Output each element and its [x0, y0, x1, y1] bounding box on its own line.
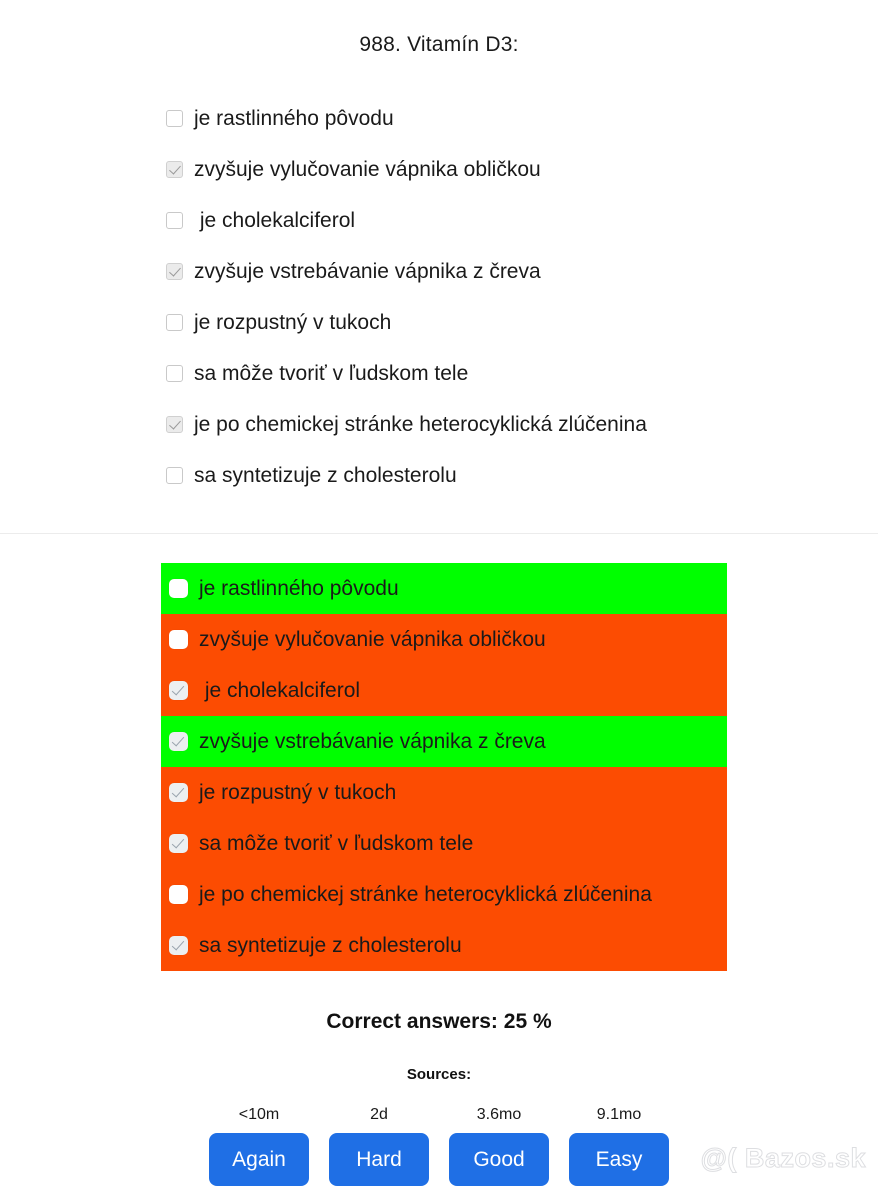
grade-interval-label: <10m [238, 1106, 280, 1123]
sources-label: Sources: [406, 1066, 472, 1083]
section-divider [0, 533, 878, 534]
checkbox-unchecked-icon [169, 579, 188, 598]
checkbox-checked-icon [169, 681, 188, 700]
graded-answer-label: je rozpustný v tukoch [199, 781, 397, 804]
checkbox-checked-icon [169, 834, 188, 853]
checkbox-unchecked-icon[interactable] [166, 365, 183, 382]
grade-interval-label: 3.6mo [476, 1106, 522, 1123]
graded-answer-row [161, 614, 727, 665]
grade-item [329, 1106, 429, 1186]
checkbox-checked-icon[interactable] [166, 161, 183, 178]
graded-answer-label: je po chemickej stránke heterocyklická zlúčenina [199, 883, 652, 906]
option-label: je cholekalciferol [194, 209, 356, 232]
grade-button-easy[interactable]: Easy [569, 1133, 669, 1186]
option-label: zvyšuje vstrebávanie vápnika z čreva [194, 260, 541, 283]
grade-item [449, 1106, 549, 1186]
option-label: zvyšuje vylučovanie vápnika obličkou [194, 158, 541, 181]
graded-answer-label: zvyšuje vylučovanie vápnika obličkou [199, 628, 546, 651]
graded-answer-row [161, 869, 727, 920]
graded-answer-row [161, 818, 727, 869]
graded-answer-row [161, 563, 727, 614]
option-row[interactable] [166, 348, 878, 399]
graded-answer-row [161, 767, 727, 818]
option-row[interactable] [166, 195, 878, 246]
graded-answer-label: sa syntetizuje z cholesterolu [199, 934, 462, 957]
option-row[interactable] [166, 93, 878, 144]
grade-button-good[interactable]: Good [449, 1133, 549, 1186]
checkbox-unchecked-icon[interactable] [166, 467, 183, 484]
graded-answer-label: je rastlinného pôvodu [199, 577, 399, 600]
graded-answer-label: je cholekalciferol [199, 679, 361, 702]
grade-interval-label: 9.1mo [596, 1106, 642, 1123]
graded-answers-block [161, 563, 727, 971]
checkbox-unchecked-icon[interactable] [166, 110, 183, 127]
checkbox-checked-icon[interactable] [166, 416, 183, 433]
checkbox-checked-icon [169, 783, 188, 802]
checkbox-unchecked-icon [169, 885, 188, 904]
option-label: sa môže tvoriť v ľudskom tele [194, 362, 469, 385]
page-title: 988. Vitamín D3: [359, 33, 519, 56]
grade-interval-label: 2d [370, 1106, 388, 1123]
option-label: je rastlinného pôvodu [194, 107, 394, 130]
grade-button-hard[interactable]: Hard [329, 1133, 429, 1186]
checkbox-unchecked-icon [169, 630, 188, 649]
graded-answer-row [161, 716, 727, 767]
grade-item [569, 1106, 669, 1186]
option-row[interactable] [166, 297, 878, 348]
checkbox-checked-icon [169, 732, 188, 751]
answer-options-list [0, 93, 878, 501]
grade-button-again[interactable]: Again [209, 1133, 309, 1186]
graded-answer-label: zvyšuje vstrebávanie vápnika z čreva [199, 730, 546, 753]
grade-button-bar [0, 1106, 878, 1186]
option-label: je rozpustný v tukoch [194, 311, 392, 334]
option-row[interactable] [166, 399, 878, 450]
checkbox-checked-icon[interactable] [166, 263, 183, 280]
correct-answers-stat: Correct answers: 25 % [326, 1010, 552, 1033]
bazos-watermark: @( Bazos.sk [700, 1143, 866, 1173]
checkbox-checked-icon [169, 936, 188, 955]
checkbox-unchecked-icon[interactable] [166, 212, 183, 229]
checkbox-unchecked-icon[interactable] [166, 314, 183, 331]
grade-item [209, 1106, 309, 1186]
option-row[interactable] [166, 450, 878, 501]
option-label: je po chemickej stránke heterocyklická zlúčenina [194, 413, 647, 436]
option-label: sa syntetizuje z cholesterolu [194, 464, 457, 487]
option-row[interactable] [166, 144, 878, 195]
option-row[interactable] [166, 246, 878, 297]
graded-answer-label: sa môže tvoriť v ľudskom tele [199, 832, 474, 855]
graded-answer-row [161, 920, 727, 971]
graded-answer-row [161, 665, 727, 716]
